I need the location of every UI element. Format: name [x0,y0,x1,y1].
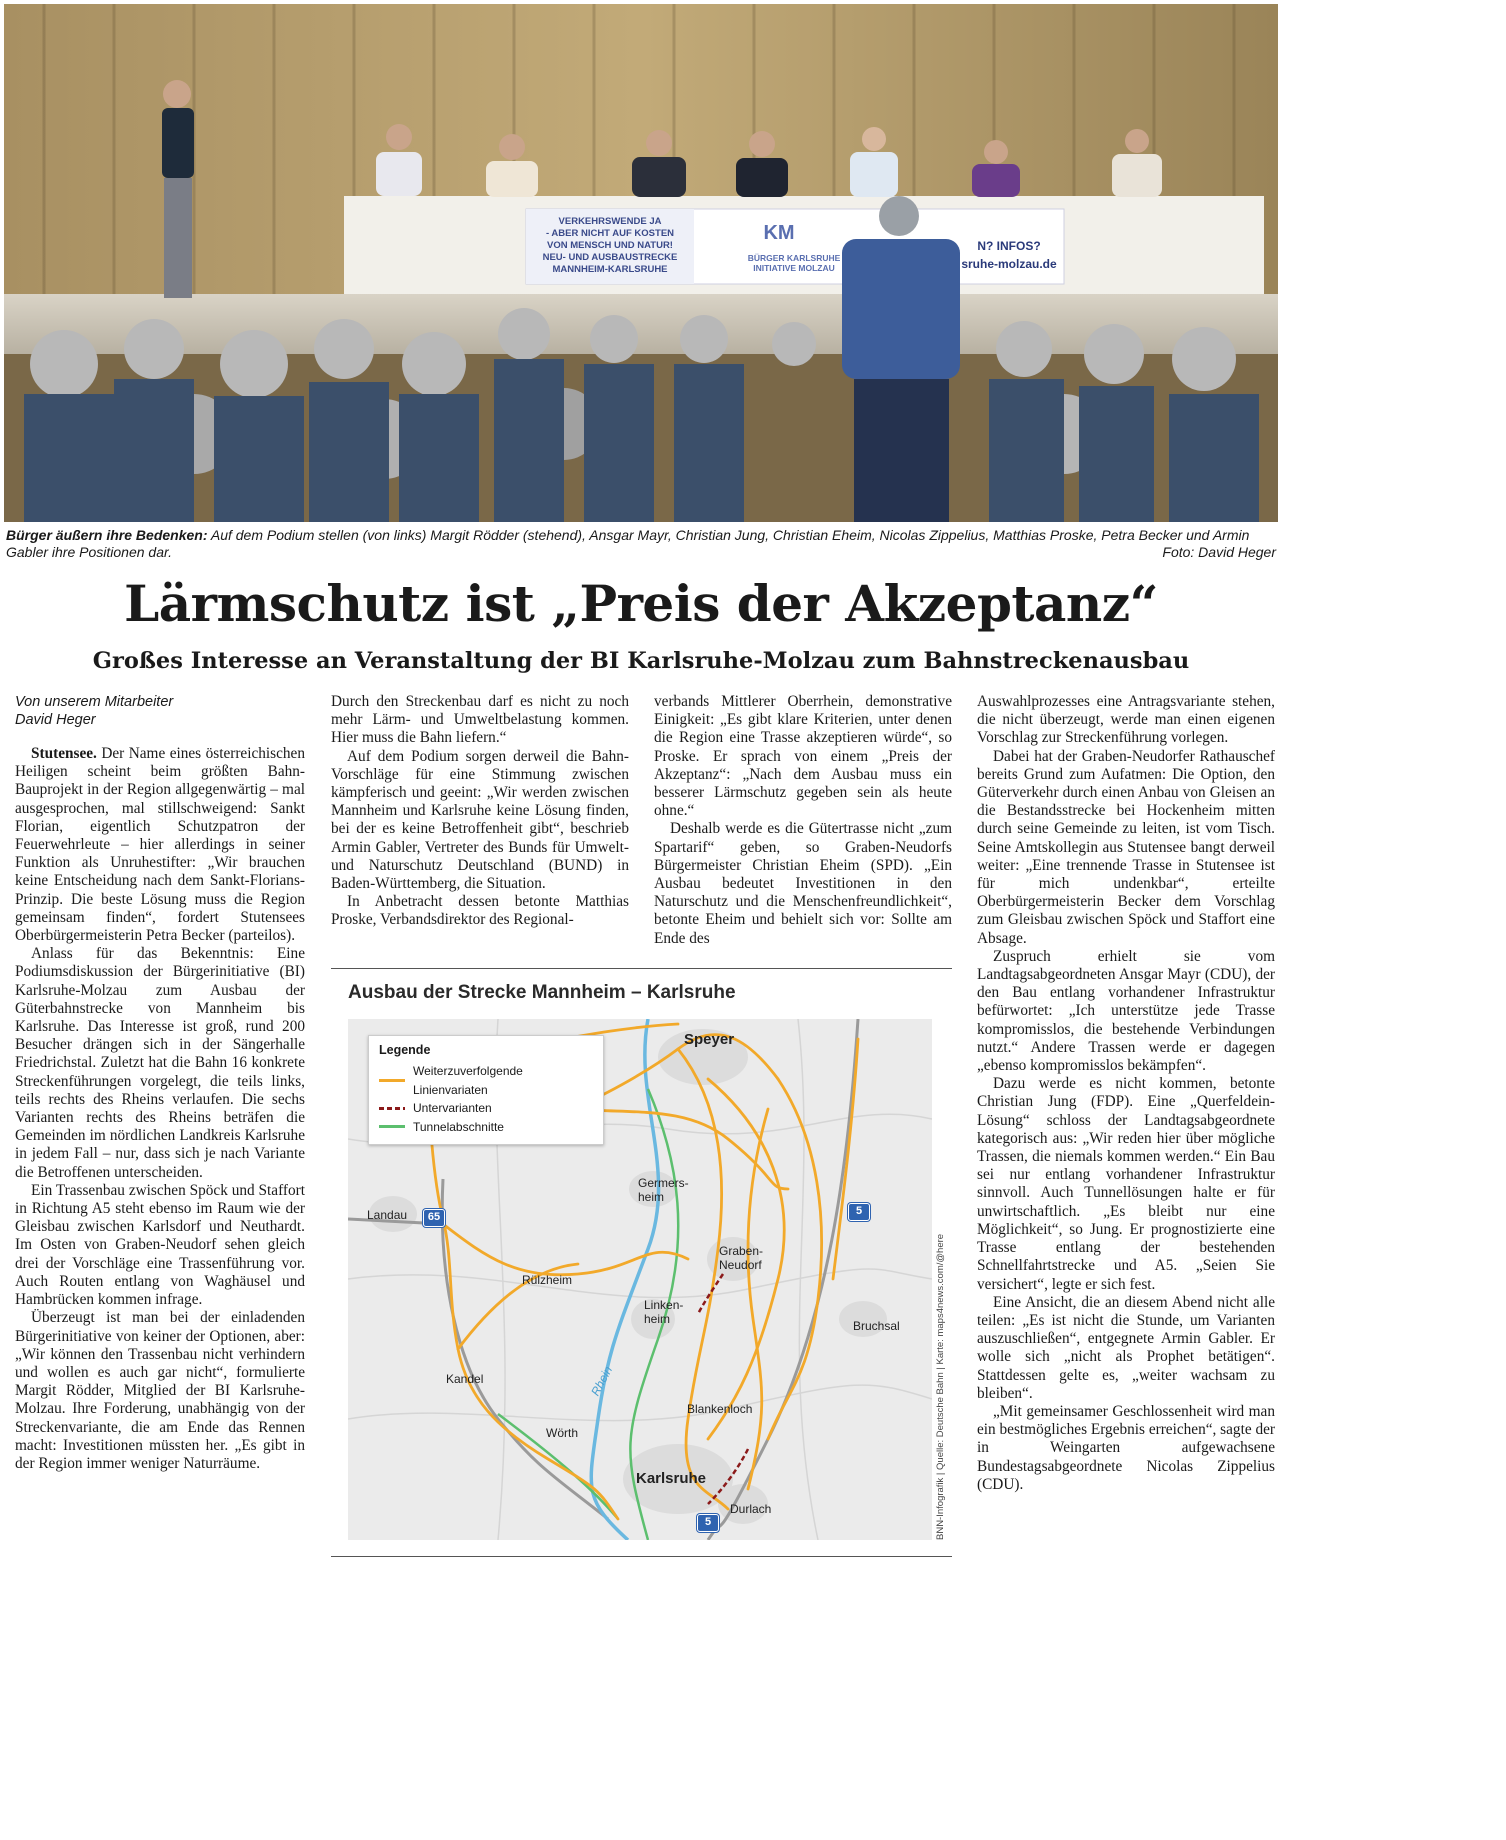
paragraph: Dazu werde es nicht kommen, betonte Christian Jung (FDP). Eine „Querfeldein-Lösung“ schloss der Landtagsabgeordnete kategorisch aus: „Wir reden hier über mögliche Trassen, die niemals kommen werden.“ Ein Bau sei nur entlang vorhandener Infrastruktur sinnvoll. Auch Tunnellösungen halte er für unwirtschaftlich. „Es bleibt nur eine Möglichkeit“, so Jung. Er prognostizierte eine Trasse entlang der bestehenden Schnellfahrtstrecke und A5. „Seien Sie versichert“, legte er sich fest. [977,1075,1275,1293]
legend-item-tunnels [379,1118,593,1137]
paragraph: verbands Mittlerer Oberrhein, demonstrative Einigkeit: „Es gibt klare Kriterien, unter denen die Region eine Trasse akzeptieren würde“, so Proske. Er sprach von einem „Preis der Akzeptanz“: „Nach dem Ausbau muss ein besserer Lärmschutz gegeben sein als heute ohne.“ [654,693,952,820]
paragraph: „Mit gemeinsamer Geschlossenheit wird man ein bestmögliches Ergebnis erreichen“, sagte der in Weingarten aufgewachsene Bundestagsabgeordnete Nicolas Zippelius (CDU). [977,1402,1275,1493]
article-column-1 [15,745,305,1473]
legend-title: Legende [379,1043,431,1057]
place-woerth: Wörth [546,1426,579,1440]
caption-text: Auf dem Podium stellen (von links) Margit Rödder (stehend), Ansgar Mayr, Christian Jung, Christian Eheim, Nicolas Zippelius, Matthias Proske, Petra Becker und Armin Gabler ihre Positionen dar. [6,527,1250,560]
place-kandel: Kandel [446,1372,484,1386]
banner-text: MANNHEIM-KARLSRUHE [552,264,668,275]
place-blankenloch: Blankenloch [687,1402,753,1416]
photo-illustration [4,4,1278,522]
paragraph: Deshalb werde es die Gütertrasse nicht „zum Spartarif“ geben, so Graben-Neudorfs Bürgermeister Christian Eheim (SPD). „Ein Ausbau bedeutet Investitionen in den Naturschutz und die Menschenfreundlichkeit“, betonte Eheim und behielt sich vor: Sollte am Ende des [654,820,952,947]
paragraph: Überzeugt ist man bei der einladenden Bürgerinitiative von keiner der Optionen, aber: „Wir können den Trassenbau nicht verhindern und wollen es auch gar nicht“, formulierte Margit Rödder, Mitglied der BI Karlsruhe-Molzau. Ihre Forderung, unabhängig von der Streckenvariante, die am Ende das Rennen macht: Investitionen müssten her. „Es gibt in der Region immer weniger Naturräume. [15,1309,305,1472]
byline [15,693,305,729]
legend-label: Tunnelabschnitte [413,1119,504,1134]
paragraph: Auf dem Podium sorgen derweil die Bahn-Vorschläge für eine Stimmung zwischen kämpferisch und geeint: „Wir werden zwischen Mannheim und Karlsruhe keine Lösung finden, bei der es keine Betroffenheit gibt“, beschrieb Armin Gabler, Vertreter des Bunds für Umwelt- und Naturschutz Deutschland (BUND) in Baden-Württemberg, die Situation. [331,747,629,893]
banner-text: NEU- UND AUSBAUSTRECKE [542,252,678,263]
place-ruelzheim: Rülzheim [522,1273,573,1287]
motorway-shield-a65: 65 [423,1209,445,1227]
place-bruchsal: Bruchsal [853,1319,900,1333]
motorway-shield-a5-north: 5 [848,1203,870,1221]
article-photo [4,4,1278,522]
legend-swatch-orange [379,1079,405,1082]
banner-text: - ABER NICHT AUF KOSTEN [545,228,675,239]
banner-text: VERKEHRSWENDE JA [558,216,662,227]
caption-lead: Bürger äußern ihre Bedenken: [6,527,208,543]
legend-item-variants [379,1062,593,1099]
byline-role: Von unserem Mitarbeiter [15,694,174,710]
photo-caption [6,527,1276,561]
banner-logo: KM [763,222,795,244]
article-column-2 [331,693,629,930]
map-top-rule [331,968,952,969]
label-river-rhein: Rhein [588,1363,616,1399]
article-column-4 [977,693,1275,1494]
place-graben-neudorf: Graben- Neudorf [719,1244,764,1272]
paragraph: Ein Trassenbau zwischen Spöck und Staffort in Richtung A5 steht ebenso im Raum wie der Gleisbau zwischen Karlsdorf und Neuthardt. Im Osten von Graben-Neudorf sehen gleich drei der Vorschläge eine Trassenführung vor. Auch Routen entlang von Waghäusel und Hambrücken kommen infrage. [15,1181,305,1309]
route-map [348,1019,932,1540]
place-speyer: Speyer [684,1031,735,1048]
paragraph: In Anbetracht dessen betonte Matthias Proske, Verbandsdirektor des Regional- [331,893,629,929]
banner-text: VON MENSCH UND NATUR! [547,240,673,251]
headline: Lärmschutz ist „Preis der Akzeptanz“ [124,574,1158,633]
banner-org: INITIATIVE MOLZAU [753,263,835,273]
map-credit: BNN-Infografik | Quelle: Deutsche Bahn | Karte: maps4news.com/@here [935,1233,946,1540]
paragraph: Der Name eines österreichischen Heiligen scheint beim größten Bahn-Bauprojekt in der Region allgegenwärtig – mal ausgesprochen, mal stillschweigend: Sankt Florian, eigentlich Schutzpatron der Feuerwehrleute – hier allerdings in seiner Funktion als Unruhestifter: „Wir brauchen keine Entscheidung nach dem Sankt-Florians-Prinzip. Die beste Lösung muss die Region gemeinsam finden“, fordert Stutensees Oberbürgermeisterin Petra Becker (parteilos). [15,745,305,945]
motorway-shield-a5-south: 5 [697,1514,719,1532]
paragraph: Durch den Streckenbau darf es nicht zu noch mehr Lärm- und Umweltbelastung kommen. Hier muss die Bahn liefern.“ [331,693,629,747]
legend-swatch-dashed [379,1107,405,1110]
legend-label: Untervarianten [413,1101,492,1115]
article-column-3 [654,693,952,948]
banner-url: sruhe-molzau.de [961,257,1057,271]
legend-swatch-green [379,1125,405,1128]
photo-credit: Foto: David Heger [1162,544,1276,560]
place-durlach: Durlach [730,1502,772,1516]
paragraph: Auswahlprozesses eine Antragsvariante stehen, die nicht überzeugt, werde man einen eigenen Vorschlag zur Streckenführung vorlegen. [977,693,1275,747]
map-legend [368,1035,604,1145]
byline-author: David Heger [15,712,96,728]
place-landau: Landau [367,1208,408,1222]
paragraph: Eine Ansicht, die an diesem Abend nicht alle teilen: „Es ist nicht die Stunde, um Varianten auszuschließen“, entgegnete Armin Gabler. Er wolle sich „nicht als Prophet betätigen“. Stattdessen gelte es, „weiter wachsam zu bleiben“. [977,1293,1275,1402]
map-title: Ausbau der Strecke Mannheim – Karlsruhe [348,982,736,1003]
dateline: Stutensee. [31,745,97,762]
place-karlsruhe: Karlsruhe [636,1470,707,1487]
subheadline: Großes Interesse an Veranstaltung der BI Karlsruhe-Molzau zum Bahnstreckenausbau [92,648,1190,674]
legend-label: Weiterzuverfolgende Linienvariaten [413,1064,523,1097]
banner-org: BÜRGER KARLSRUHE [747,253,841,263]
legend-item-subvariants [379,1099,593,1118]
map-bottom-rule [331,1556,952,1557]
banner-url: N? INFOS? [977,239,1041,253]
place-germersheim: Germers- heim [638,1176,689,1204]
paragraph: Dabei hat der Graben-Neudorfer Rathauschef bereits Grund zum Aufatmen: Die Option, den Güterverkehr durch einen Anbau von Gleisen an die Bestandsstrecke bei Hockenheim mitten durch seine Gemeinde zu leiten, ist vom Tisch. Seine Amtskollegin aus Stutensee bangt derweil weiter: „Eine trennende Trasse in Stutensee ist für mich undenkbar“, erteilte Oberbürgermeisterin Becker dem Vorschlag zum Gleisbau zwischen Spöck und Staffort eine Absage. [977,747,1275,947]
paragraph: Zuspruch erhielt sie vom Landtagsabgeordneten Ansgar Mayr (CDU), der den Bau entlang vorhandener Infrastruktur befürwortet: „Ich unterstütze jede Trasse kompromisslos, die bestehende Verbindungen nutzt.“ Andere Trassen werde er dagegen „ebenso kompromisslos bekämpfen“. [977,947,1275,1075]
paragraph: Anlass für das Bekenntnis: Eine Podiumsdiskussion der Bürgerinitiative (BI) Karlsruhe-Molzau zum Ausbau der Güterbahnstrecke von Mannheim bis Karlsruhe. Das Interesse ist groß, rund 200 Besucher drängen sich in der Sängerhalle Friedrichstal. Zuletzt hat die Bahn 16 konkrete Streckenführungen vorgelegt, die teils links, teils rechts des Rheins verlaufen. Die sechs Varianten rechts des Rheins beträfen die Gemeinden im nördlichen Landkreis Karlsruhe in jedem Fall – nur, dass sich je nach Variante die Betroffenen unterscheiden. [15,945,305,1181]
place-linkenheim: Linken- heim [644,1298,684,1326]
